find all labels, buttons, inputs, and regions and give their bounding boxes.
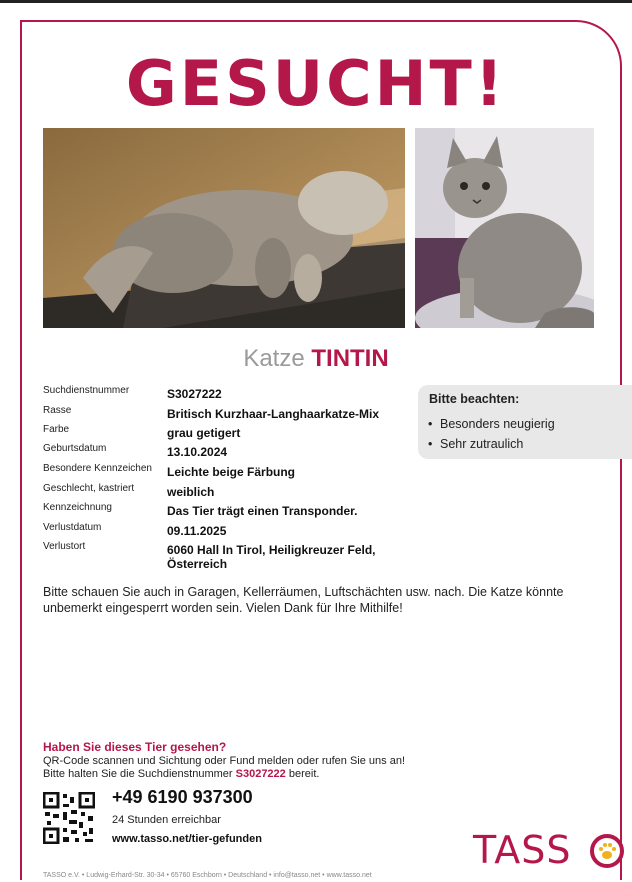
detail-value: 13.10.2024 — [167, 445, 228, 459]
contact-heading: Haben Sie dieses Tier gesehen? — [43, 740, 227, 754]
detail-value: S3027222 — [167, 387, 222, 401]
pet-species: Katze — [243, 345, 305, 372]
pet-name: TINTIN — [311, 345, 389, 372]
qr-code-icon[interactable] — [43, 792, 95, 844]
detail-value: Leichte beige Färbung — [167, 465, 296, 479]
availability-text: 24 Stunden erreichbar — [112, 814, 221, 826]
footer-address: TASSO e.V. • Ludwig-Erhard-Str. 30-34 • 65760 Eschborn • Deutschland • info@tasso.net • www.tasso.net — [43, 872, 372, 879]
notice-list — [428, 414, 555, 454]
detail-label: Rasse — [43, 405, 72, 416]
detail-value: Das Tier trägt einen Transponder. — [167, 504, 358, 518]
detail-label: Geschlecht, kastriert — [43, 483, 135, 494]
detail-value: 09.11.2025 — [167, 524, 227, 538]
tasso-logo — [473, 826, 572, 874]
detail-label: Verlustort — [43, 541, 86, 552]
detail-label: Farbe — [43, 424, 70, 435]
instructions-paragraph: Bitte schauen Sie auch in Garagen, Kellerräumen, Luftschächten usw. nach. Die Katze könnte unbemerkt eingesperrt worden sein. Vielen Dank für Ihre Mithilfe! — [43, 585, 564, 615]
detail-label: Kennzeichnung — [43, 502, 112, 513]
contact-line-2: Bitte halten Sie die Suchdienstnummer S3027222 bereit. — [43, 768, 320, 780]
notice-item: • Besonders neugierig — [428, 414, 555, 434]
paw-o-icon — [589, 833, 625, 869]
top-edge-bar — [0, 0, 632, 3]
detail-value: Britisch Kurzhaar-Langhaarkatze-Mix — [167, 407, 380, 421]
notice-heading: Bitte beachten: — [429, 392, 520, 406]
detail-label: Besondere Kennzeichen — [43, 463, 152, 474]
notice-box — [418, 385, 632, 459]
bullet-icon: • — [428, 437, 433, 451]
detail-label: Verlustdatum — [43, 522, 102, 533]
logo-text: TASS — [473, 828, 572, 872]
phone-number[interactable]: +49 6190 937300 — [112, 787, 253, 807]
bullet-icon: • — [428, 417, 433, 431]
cat-photo-stairs — [43, 128, 405, 328]
contact-line-1: QR-Code scannen und Sichtung oder Fund melden oder rufen Sie uns an! — [43, 755, 406, 767]
pet-name-heading — [0, 343, 632, 375]
poster-title: GESUCHT! — [125, 47, 507, 120]
notice-item: • Sehr zutraulich — [428, 434, 555, 454]
search-number-highlight: S3027222 — [235, 768, 286, 780]
contact-section — [43, 740, 463, 781]
detail-label: Suchdienstnummer — [43, 385, 130, 396]
detail-value: 6060 Hall In Tirol, Heiligkreuzer Feld, Österreich — [167, 543, 376, 571]
detail-value: grau getigert — [167, 426, 241, 440]
cat-photo-sitting — [415, 128, 594, 328]
detail-label: Geburtsdatum — [43, 443, 107, 454]
website-link[interactable]: www.tasso.net/tier-gefunden — [112, 833, 262, 845]
detail-value: weiblich — [167, 485, 215, 499]
